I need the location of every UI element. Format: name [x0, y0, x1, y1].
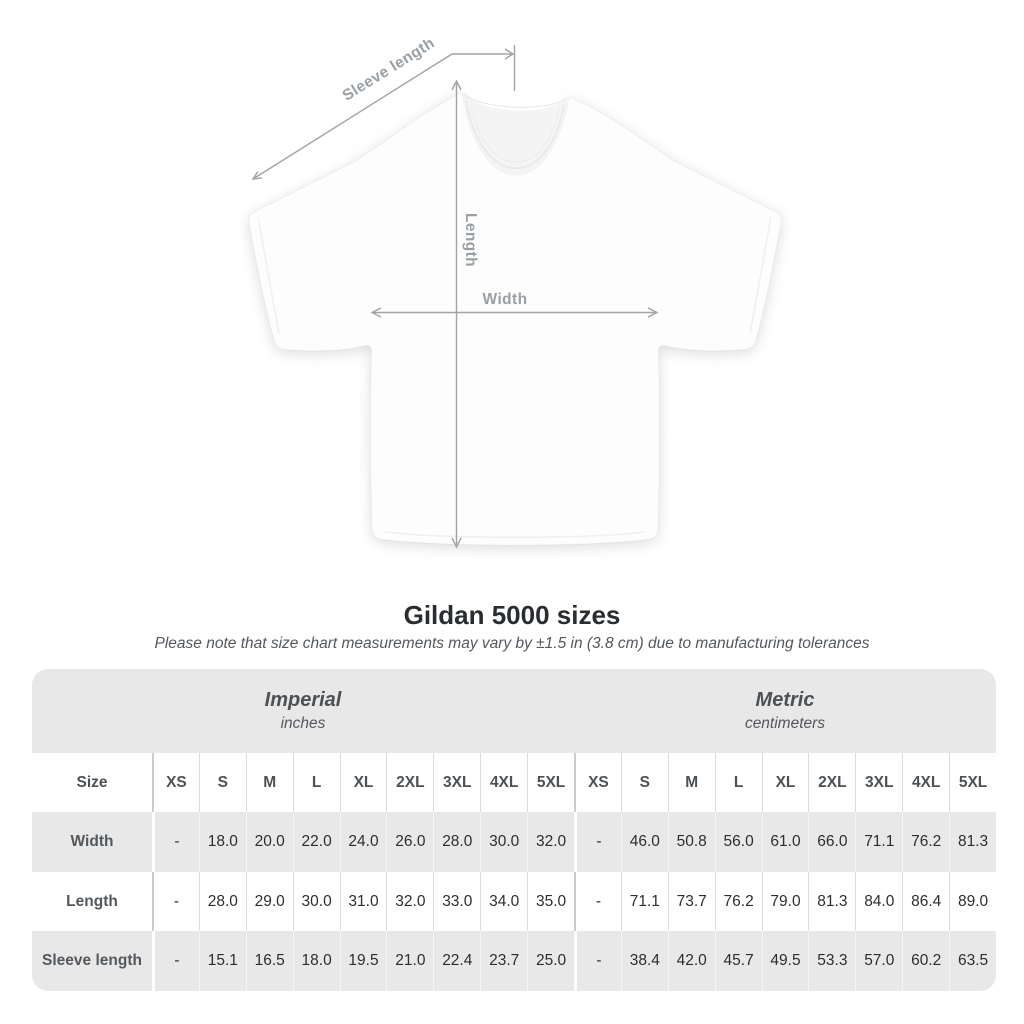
value-cell: 53.3 [808, 931, 855, 991]
size-header-cell: 3XL [855, 753, 902, 812]
value-cell: 32.0 [386, 872, 433, 932]
size-table [32, 669, 996, 991]
value-cell: 22.4 [433, 931, 480, 991]
value-cell: 22.0 [293, 812, 340, 872]
value-cell: - [574, 931, 621, 991]
value-cell: 32.0 [527, 812, 574, 872]
size-header-cell: M [668, 753, 715, 812]
length-label: Length [462, 212, 479, 268]
value-cell: 76.2 [715, 872, 762, 932]
value-cell: 31.0 [340, 872, 387, 932]
row-label: Width [70, 832, 114, 850]
row-label: Sleeve length [42, 952, 142, 970]
value-cell: - [152, 812, 199, 872]
size-header-cell: S [621, 753, 668, 812]
imperial-group-header [32, 669, 574, 753]
value-cell: 61.0 [762, 812, 809, 872]
size-header-cell: 4XL [902, 753, 949, 812]
value-cell: 46.0 [621, 812, 668, 872]
value-cell: 84.0 [855, 872, 902, 932]
size-header-cell: 5XL [949, 753, 996, 812]
value-cell: 60.2 [902, 931, 949, 991]
value-cell: 56.0 [715, 812, 762, 872]
value-cell: 28.0 [433, 812, 480, 872]
size-table-body [32, 753, 996, 991]
row-label: Length [66, 892, 118, 910]
value-cell: 49.5 [762, 931, 809, 991]
value-cell: 21.0 [386, 931, 433, 991]
value-cell: 24.0 [340, 812, 387, 872]
value-cell: - [152, 931, 199, 991]
value-cell: 25.0 [527, 931, 574, 991]
metric-group-header [574, 669, 996, 753]
value-cell: 79.0 [762, 872, 809, 932]
value-cell: 42.0 [668, 931, 715, 991]
value-cell: 18.0 [199, 812, 246, 872]
size-header-cell: L [715, 753, 762, 812]
value-cell: 16.5 [246, 931, 293, 991]
value-cell: 63.5 [949, 931, 996, 991]
unit-group-header-row [32, 669, 996, 753]
value-cell: 76.2 [902, 812, 949, 872]
value-cell: 73.7 [668, 872, 715, 932]
value-cell: 33.0 [433, 872, 480, 932]
value-cell: 71.1 [855, 812, 902, 872]
value-cell: 71.1 [621, 872, 668, 932]
size-header-cell: S [199, 753, 246, 812]
value-cell: 19.5 [340, 931, 387, 991]
sleeve-length-label: Sleeve length [339, 34, 438, 105]
value-cell: 23.7 [480, 931, 527, 991]
size-header-cell: 4XL [480, 753, 527, 812]
value-cell: 66.0 [808, 812, 855, 872]
value-cell: 30.0 [293, 872, 340, 932]
size-header-row [32, 753, 996, 812]
measurement-row-width [32, 812, 996, 872]
width-label: Width [482, 291, 528, 308]
value-cell: 29.0 [246, 872, 293, 932]
value-cell: 81.3 [808, 872, 855, 932]
value-cell: 50.8 [668, 812, 715, 872]
value-cell: 57.0 [855, 931, 902, 991]
metric-group-name: Metric [755, 689, 815, 711]
size-header-cell: 2XL [808, 753, 855, 812]
value-cell: 15.1 [199, 931, 246, 991]
size-header-cell: 2XL [386, 753, 433, 812]
size-header-cell: XL [340, 753, 387, 812]
value-cell: 45.7 [715, 931, 762, 991]
tolerance-note: Please note that size chart measurements may vary by ±1.5 in (3.8 cm) due to manufacturing tolerances [154, 635, 870, 652]
value-cell: - [574, 812, 621, 872]
value-cell: 28.0 [199, 872, 246, 932]
value-cell: 81.3 [949, 812, 996, 872]
size-header-cell: XS [152, 753, 199, 812]
size-column-header: Size [76, 773, 108, 791]
size-header-cell: XS [574, 753, 621, 812]
size-header-cell: M [246, 753, 293, 812]
imperial-group-unit: inches [280, 715, 326, 732]
measurement-row-length [32, 872, 996, 932]
value-cell: 18.0 [293, 931, 340, 991]
value-cell: - [152, 872, 199, 932]
measurement-row-sleeve-length [32, 931, 996, 991]
value-cell: 20.0 [246, 812, 293, 872]
metric-group-unit: centimeters [744, 715, 826, 732]
value-cell: 35.0 [527, 872, 574, 932]
value-cell: 26.0 [386, 812, 433, 872]
value-cell: - [574, 872, 621, 932]
size-header-cell: L [293, 753, 340, 812]
value-cell: 89.0 [949, 872, 996, 932]
size-header-cell: XL [762, 753, 809, 812]
value-cell: 86.4 [902, 872, 949, 932]
value-cell: 30.0 [480, 812, 527, 872]
page-title: Gildan 5000 sizes [403, 600, 621, 630]
size-header-cell: 3XL [433, 753, 480, 812]
size-header-cell: 5XL [527, 753, 574, 812]
value-cell: 38.4 [621, 931, 668, 991]
value-cell: 34.0 [480, 872, 527, 932]
imperial-group-name: Imperial [264, 689, 342, 711]
